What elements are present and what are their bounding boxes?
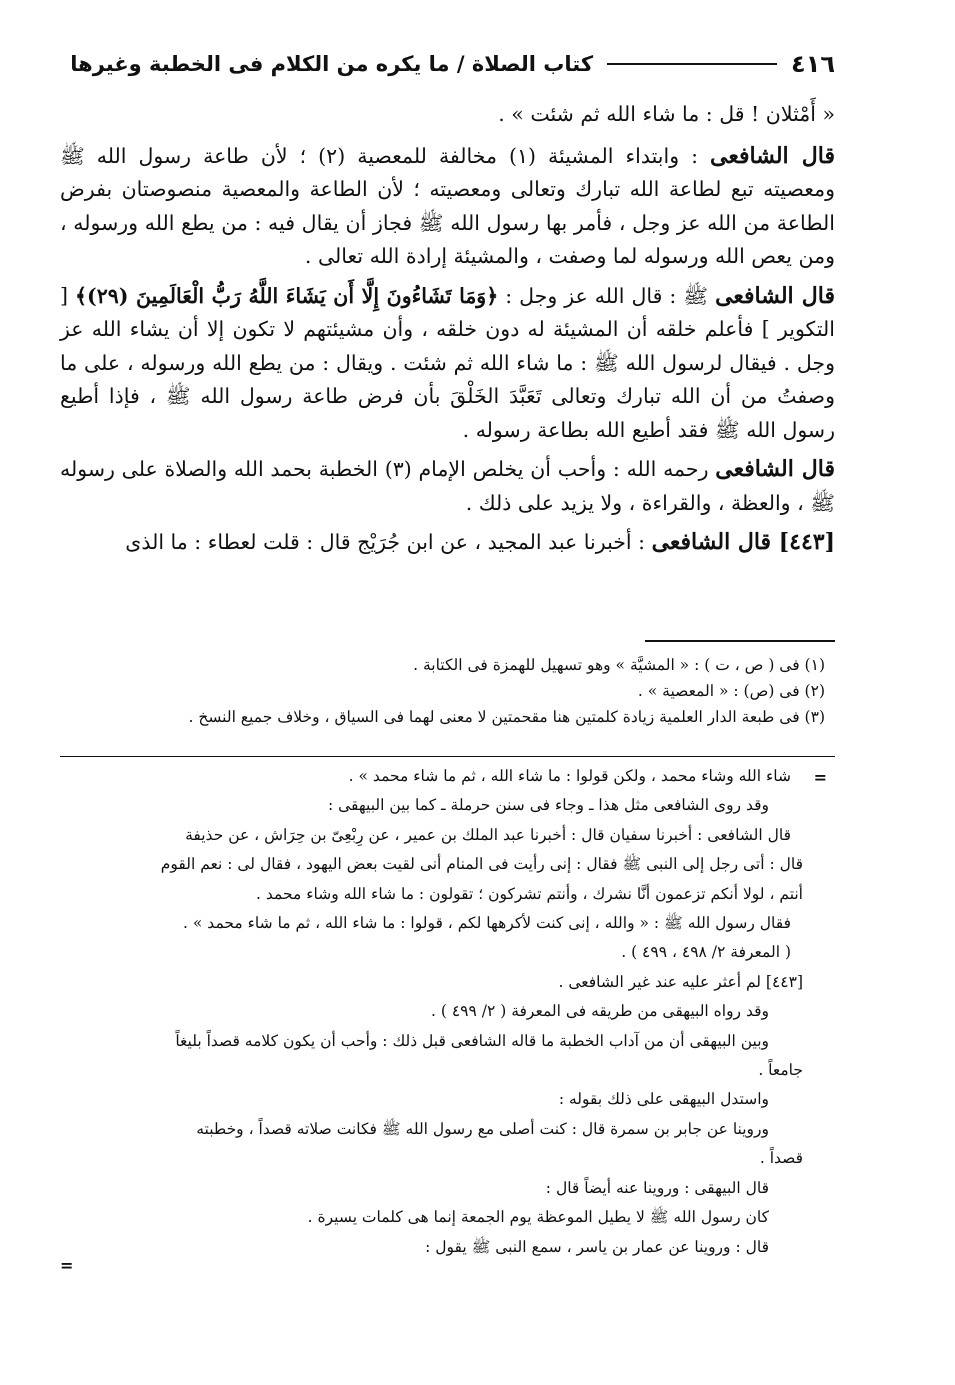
commentary-line: جامعاً . <box>758 1061 803 1080</box>
main-text <box>60 98 835 566</box>
paragraph-4 <box>60 453 835 520</box>
commentary-line: قال : وروينا عن عمار بن ياسر ، سمع النبى ﷺ يقول : <box>425 1237 769 1256</box>
running-title: كتاب الصلاة / ما يكره من الكلام فى الخطبة وغيرها <box>70 52 594 76</box>
commentary-line: ( المعرفة ٢/ ٤٩٨ ، ٤٩٩ ) . <box>621 943 791 962</box>
quran-verse: ﴿وَمَا تَشَاءُونَ إِلَّا أَن يَشَاءَ اللَّهُ رَبُّ الْعَالَمِينَ (٢٩)﴾ <box>75 283 499 308</box>
paragraph-2 <box>60 140 835 274</box>
page-number: ٤١٦ <box>791 50 835 78</box>
commentary-line: قال الشافعى : أخبرنا سفيان قال : أخبرنا عبد الملك بن عمير ، عن رِبْعِىّ بن حِرَاش ، عن حذيفة <box>185 825 791 844</box>
commentary-line: وبين البيهقى أن من آداب الخطبة ما قاله الشافعى قبل ذلك : وأحب أن يكون كلامه قصداً بليغاً <box>175 1031 769 1050</box>
commentary-line: وقد روى الشافعى مثل هذا ـ وجاء فى سنن حرملة ـ كما بين البيهقى : <box>327 796 769 815</box>
footnotes <box>60 652 825 730</box>
commentary-line: أنتم ، لولا أنكم تزعمون أنَّا نشرك ، وأنتم تشركون ؛ تقولون : ما شاء الله وشاء محمد . <box>256 884 803 903</box>
paragraph-text: [ التكوير ] فأعلم خلقه أن المشيئة له دون خلقه ، وأن مشيئتهم لا تكون إلا أن يشاء الله عز وجل . فيقال لرسول الله ﷺ : ما شاء الله ثم شئت . ويقال : من يطع الله ورسوله ، على ما وصفتُ من أن الله تبارك وتعالى تَعَبَّدَ الخَلْقَ بأن فرض طاعة رسول الله ﷺ ، فإذا أطيع رسول الله ﷺ فقد أطيع الله بطاعة رسوله . <box>60 283 835 442</box>
speaker-label: قال الشافعى <box>710 142 836 169</box>
paragraph-5 <box>60 526 835 560</box>
continuation-mark: = <box>813 768 827 787</box>
commentary-line: كان رسول الله ﷺ لا يطيل الموعظة يوم الجمعة إنما هى كلمات يسيرة . <box>307 1208 769 1227</box>
speaker-label: قال الشافعى <box>715 282 836 309</box>
footnote-separator <box>645 640 835 642</box>
paragraph-3 <box>60 280 835 448</box>
commentary-separator <box>60 756 835 757</box>
paragraph-text: : وابتداء المشيئة (١) مخالفة للمعصية (٢) ؛ لأن طاعة رسول الله ﷺ ومعصيته تبع لطاعة الله تبارك وتعالى ومعصيته ؛ لأن الطاعة والمعصية منصوصتان بفرض الطاعة من الله عز وجل ، فأمر بها رسول الله ﷺ فجاز أن يقال فيه : من يطع الله ورسوله ، ومن يعص الله ورسوله لما وصفت ، والمشيئة إرادة الله تعالى . <box>60 143 835 268</box>
footnote-item: (٣) فى طبعة الدار العلمية زيادة كلمتين هنا مقحمتين لا معنى لهما فى السياق ، وخلاف جميع النسخ . <box>188 708 825 726</box>
footnote-item: (٢) فى (ص) : « المعصية » . <box>637 682 825 700</box>
footnote-item: (١) فى ( ص ، ت ) : « المشيَّة » وهو تسهيل للهمزة فى الكتابة . <box>413 656 825 674</box>
commentary <box>60 762 803 1262</box>
commentary-line: قصداً . <box>759 1149 803 1168</box>
page-header <box>60 44 835 84</box>
paragraph-1: « أَمْثلان ! قل : ما شاء الله ثم شئت » . <box>498 102 835 126</box>
commentary-line: وقد رواه البيهقى من طريقه فى المعرفة ( ٢/ ٤٩٩ ) . <box>431 1002 769 1021</box>
commentary-line: شاء الله وشاء محمد ، ولكن قولوا : ما شاء الله ، ثم ما شاء محمد » . <box>348 767 791 785</box>
paragraph-text: : أخبرنا عبد المجيد ، عن ابن جُرَيْج قال : قلت لعطاء : ما الذى <box>125 530 652 554</box>
commentary-line: واستدل البيهقى على ذلك بقوله : <box>558 1090 769 1109</box>
commentary-line: قال البيهقى : وروينا عنه أيضاً قال : <box>545 1178 769 1197</box>
commentary-line: [٤٤٣] لم أعثر عليه عند غير الشافعى . <box>558 972 803 991</box>
commentary-line: قال : أتى رجل إلى النبى ﷺ فقال : إنى رأيت فى المنام أنى لقيت بعض اليهود ، فقال لى : نعم القوم <box>160 855 803 874</box>
paragraph-text: رحمه الله : وأحب أن يخلص الإمام (٣) الخطبة بحمد الله والصلاة على رسوله ﷺ ، والعظة ، والقراءة ، ولا يزيد على ذلك . <box>60 457 835 515</box>
end-continuation-mark: = <box>60 1256 74 1275</box>
commentary-line: وروينا عن جابر بن سمرة قال : كنت أصلى مع رسول الله ﷺ فكانت صلاته قصداً ، وخطبته <box>196 1119 769 1138</box>
commentary-line: فقال رسول الله ﷺ : « والله ، إنى كنت لأكرهها لكم ، قولوا : ما شاء الله ، ثم ما شاء محمد » . <box>183 914 791 933</box>
speaker-label: قال الشافعى <box>715 456 835 482</box>
header-rule <box>607 63 777 65</box>
paragraph-intro: ﷺ : قال الله عز وجل : <box>498 283 716 308</box>
speaker-label: [٤٤٣] قال الشافعى <box>651 529 835 555</box>
